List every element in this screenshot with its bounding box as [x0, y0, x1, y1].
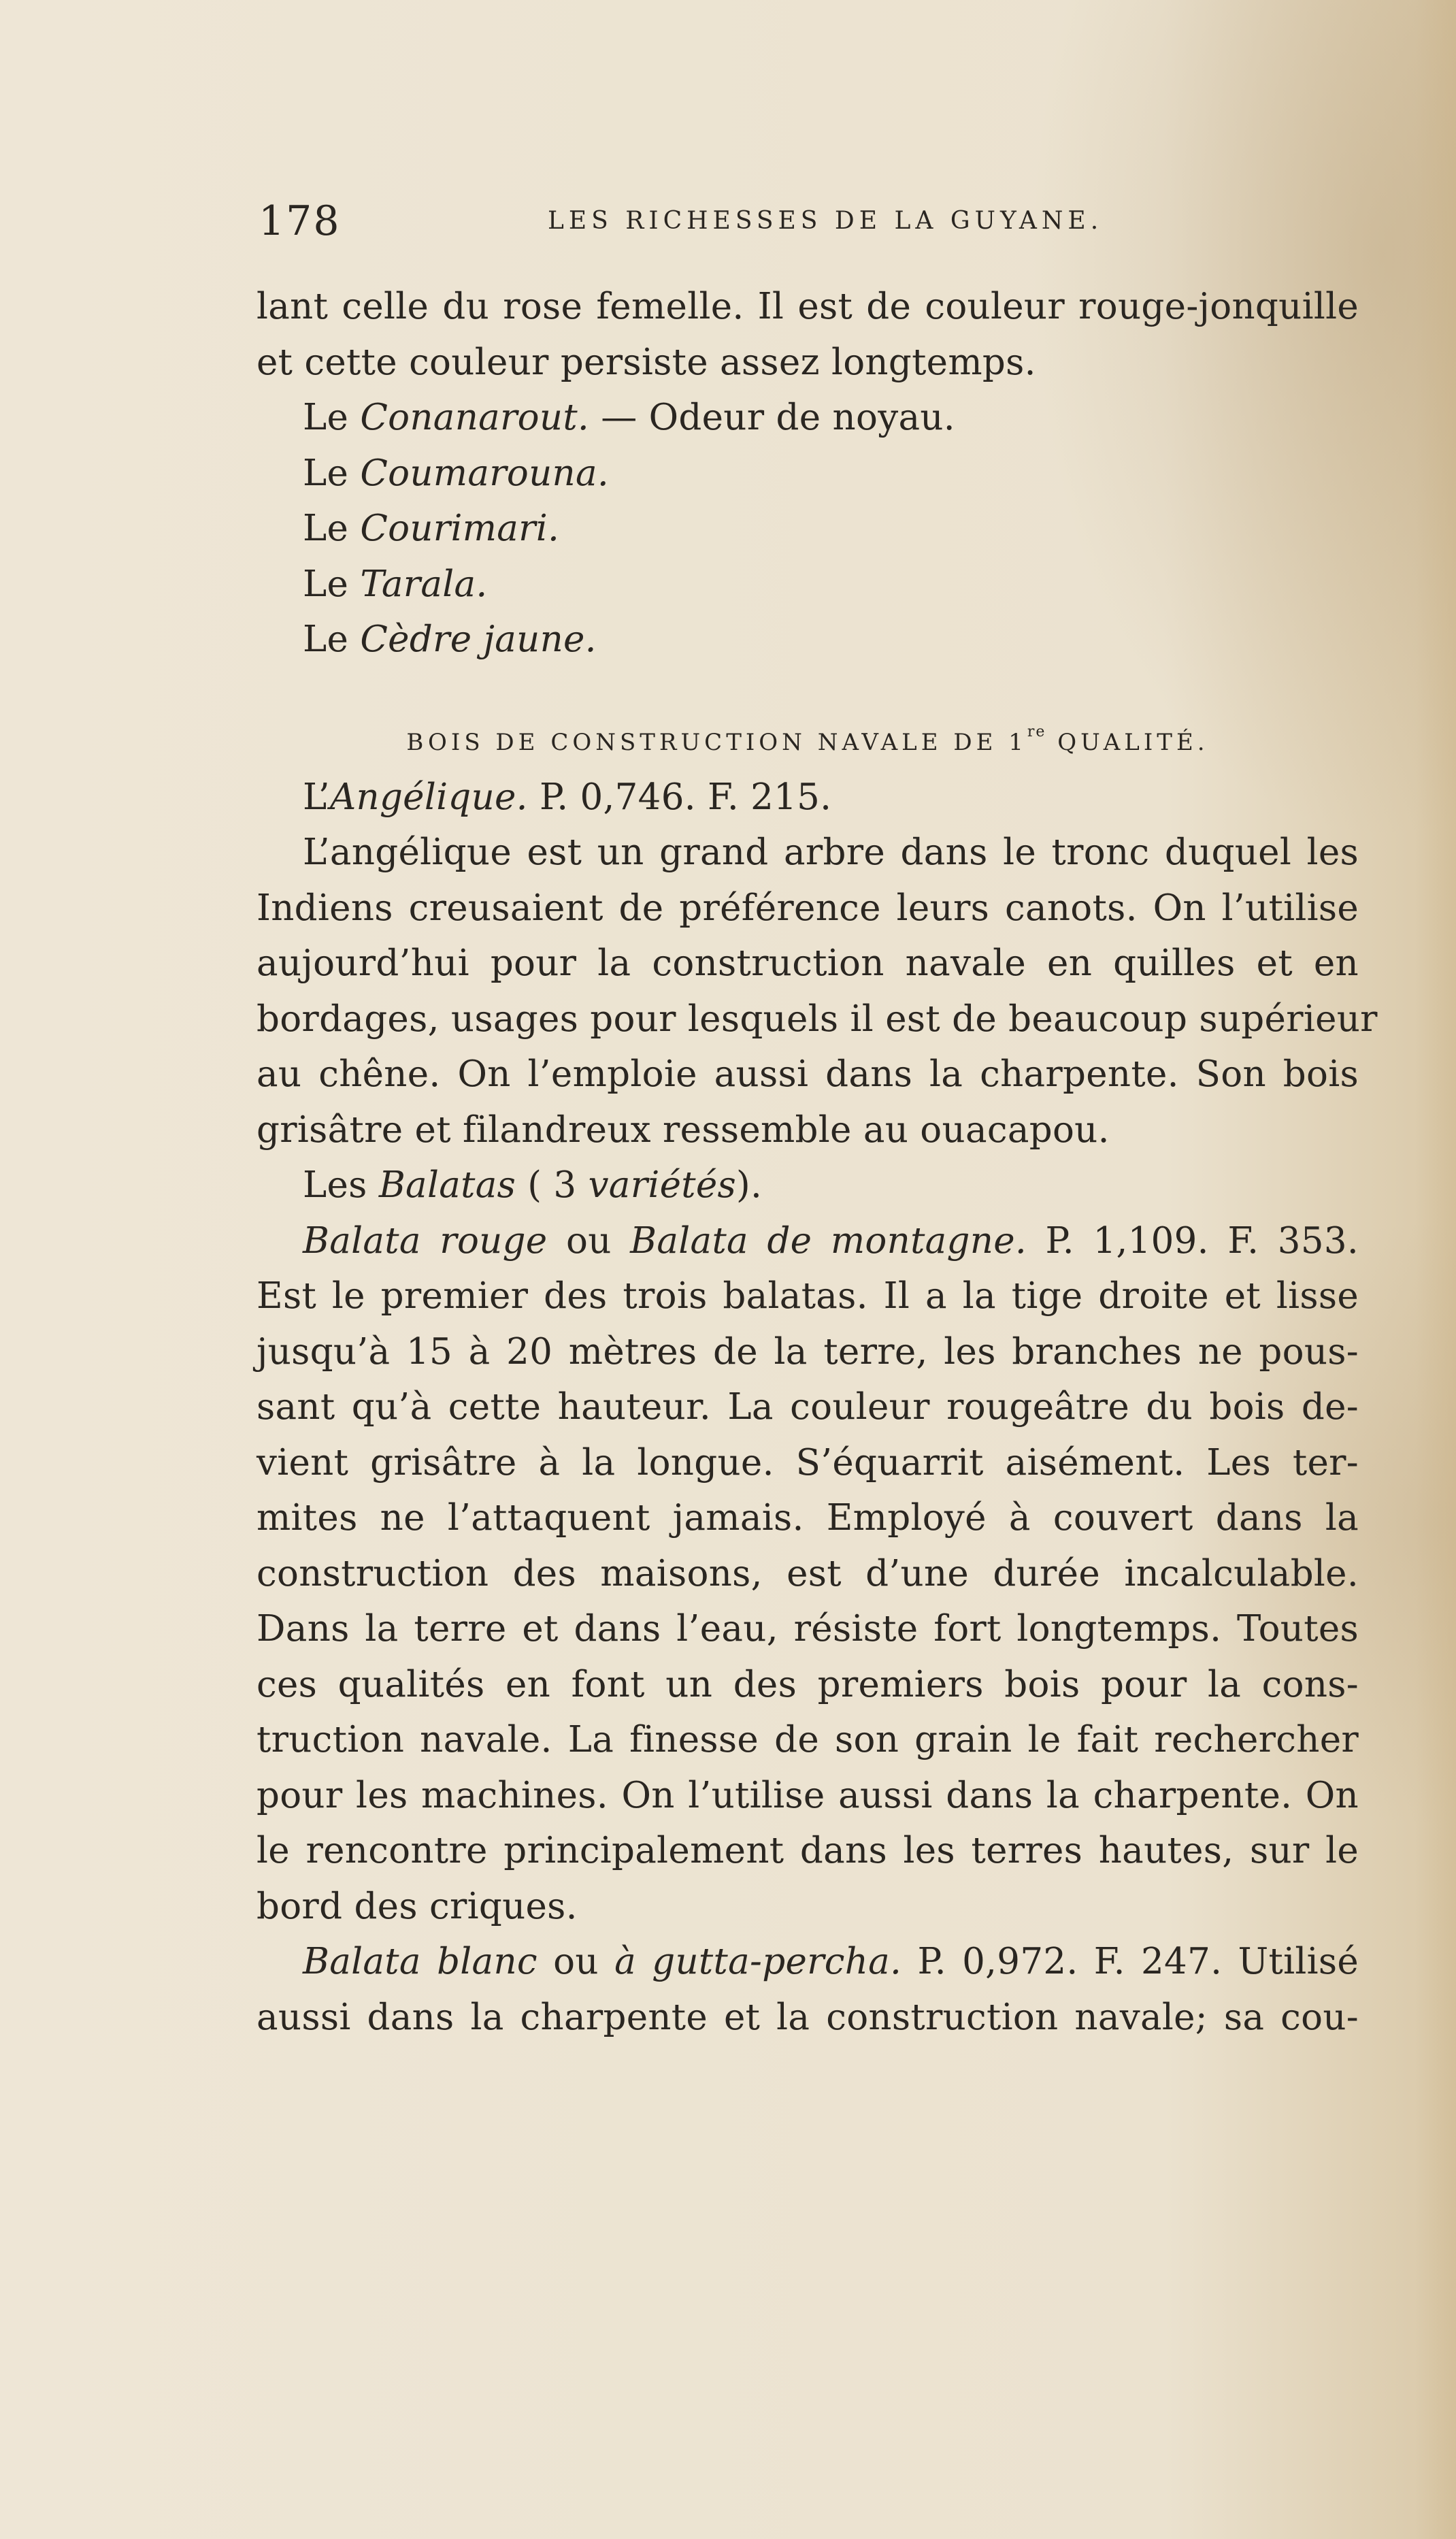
text-line: ces qualités en font un des premiers bois pour la cons-: [257, 1663, 1359, 1705]
text-line: L’angélique est un grand arbre dans le tronc duquel les: [303, 832, 1359, 873]
text-line: grisâtre et filandreux ressemble au ouacapou.: [257, 1109, 1110, 1151]
text-line: pour les machines. On l’utilise aussi dans la charpente. On: [257, 1774, 1359, 1816]
species-name: à gutta-percha.: [614, 1941, 902, 1982]
species-name: Balata rouge: [303, 1219, 548, 1262]
species-entry: [257, 446, 1359, 502]
species-entry: [257, 770, 1359, 825]
running-title: LES RICHESSES DE LA GUYANE.: [548, 207, 1104, 235]
text-line: aussi dans la charpente et la construction navale; sa cou-: [257, 1996, 1359, 2038]
text-line: Est le premier des trois balatas. Il a la tige droite et lisse: [257, 1275, 1359, 1317]
species-name: Tarala.: [360, 563, 488, 605]
species-entry: [257, 501, 1359, 557]
species-name: Angélique.: [329, 776, 528, 818]
entry-connector: ou: [537, 1941, 615, 1982]
species-properties: P. 0,746. F. 215.: [527, 776, 832, 818]
text-line: sant qu’à cette hauteur. La couleur rougeâtre du bois de-: [257, 1386, 1359, 1428]
page-header: [259, 197, 1361, 252]
species-properties: P. 1,109. F. 353.: [1027, 1219, 1359, 1262]
text-line: et cette couleur persiste assez longtemps.: [257, 341, 1036, 383]
text-line: jusqu’à 15 à 20 mètres de la terre, les branches ne pous-: [257, 1330, 1359, 1373]
entry-prefix: Le: [303, 619, 361, 660]
text-line: le rencontre principalement dans les terres hautes, sur le: [257, 1830, 1359, 1871]
text-line: truction navale. La finesse de son grain le fait rechercher: [257, 1719, 1359, 1760]
varieties-label: variétés: [588, 1164, 737, 1206]
entry-connector: ou: [547, 1219, 631, 1262]
entry-prefix: Le: [303, 452, 361, 494]
text-line: au chêne. On l’emploie aussi dans la charpente. Son bois: [257, 1053, 1359, 1095]
entry-prefix: L’: [303, 776, 330, 818]
section-heading-text: BOIS DE CONSTRUCTION NAVALE DE 1: [406, 728, 1027, 756]
page-number: 178: [259, 197, 341, 245]
entry-note: ).: [736, 1164, 763, 1206]
entry-note: ( 3: [516, 1164, 589, 1206]
species-name: Balata blanc: [303, 1941, 537, 1982]
species-properties: P. 0,972. F. 247. Utilisé: [901, 1941, 1359, 1982]
species-name: Balatas: [378, 1164, 516, 1206]
species-entry: [257, 557, 1359, 612]
text-line: lant celle du rose femelle. Il est de couleur rouge-jonquille: [257, 286, 1359, 327]
entry-prefix: Les: [303, 1164, 379, 1206]
section-heading: [257, 668, 1359, 770]
species-name: Balata de montagne.: [630, 1219, 1027, 1262]
text-line: vient grisâtre à la longue. S’équarrit aisément. Les ter-: [257, 1441, 1359, 1484]
text-line: mites ne l’attaquent jamais. Employé à couvert dans la: [257, 1497, 1359, 1539]
text-line: Dans la terre et dans l’eau, résiste fort longtemps. Toutes: [257, 1608, 1359, 1650]
entry-prefix: Le: [303, 508, 361, 549]
species-name: Conanarout.: [360, 397, 590, 438]
species-name: Cèdre jaune.: [360, 619, 597, 660]
text-line: Indiens creusaient de préférence leurs canots. On l’utilise: [257, 887, 1359, 929]
species-name: Courimari.: [360, 508, 560, 549]
species-entry: [257, 1158, 1359, 1213]
species-entry: [257, 1934, 1359, 1990]
entry-prefix: Le: [303, 563, 361, 605]
entry-note: — Odeur de noyau.: [589, 397, 955, 438]
text-line: bord des criques.: [257, 1885, 578, 1927]
species-entry: [257, 1213, 1359, 1269]
species-entry: [257, 390, 1359, 446]
text-line: aujourd’hui pour la construction navale en quilles et en: [257, 943, 1359, 984]
entry-prefix: Le: [303, 397, 361, 438]
ordinal-superscript: re: [1027, 723, 1046, 740]
species-name: Coumarouna.: [360, 452, 610, 494]
page-body: [257, 279, 1378, 2045]
text-line: bordages, usages pour lesquels il est de beaucoup supérieur: [257, 998, 1378, 1040]
species-entry: [257, 612, 1359, 668]
section-heading-text: QUALITÉ.: [1046, 728, 1209, 756]
text-line: construction des maisons, est d’une durée incalculable.: [257, 1552, 1359, 1594]
